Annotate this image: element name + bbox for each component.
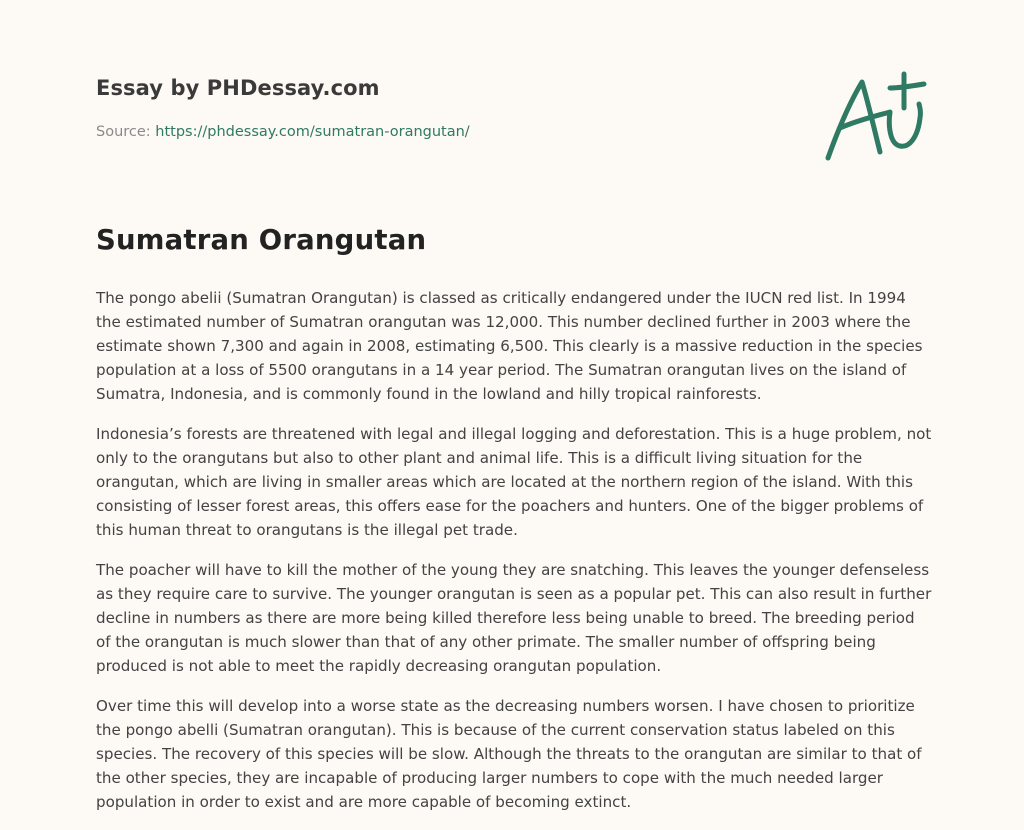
essay-paragraph: The poacher will have to kill the mother of the young they are snatching. This leaves the younger defenseless as they require care to survive. The younger orangutan is seen as a popular pet. This can also result in further decline in numbers as there are more being killed therefore less being unable to breed. The breeding period of the orangutan is much slower than that of any other primate. The smaller number of offspring being produced is not able to meet the rapidly decreasing orangutan population. bbox=[96, 561, 932, 675]
essay-paragraph: Over time this will develop into a worse state as the decreasing numbers worsen. I have chosen to prioritize the pongo abelli (Sumatran orangutan). This is because of the current conservation status labeled on this species. The recovery of this species will be slow. Although the threats to the orangutan are similar to that of the other species, they are incapable of producing larger numbers to cope with the much needed larger population in order to exist and are more capable of becoming extinct. bbox=[96, 697, 922, 811]
essay-title: Sumatran Orangutan bbox=[96, 224, 427, 256]
essay-paragraph: The pongo abelii (Sumatran Orangutan) is classed as critically endangered under the IUCN red list. In 1994 the estimated number of Sumatran orangutan was 12,000. This number declined further in 2003 where the estimate shown 7,300 and again in 2008, estimating 6,500. This clearly is a massive reduction in the species population at a loss of 5500 orangutans in a 14 year period. The Sumatran orangutan lives on the island of Sumatra, Indonesia, and is commonly found in the lowland and hilly tropical rainforests. bbox=[96, 289, 923, 403]
brand-title: Essay by PHDessay.com bbox=[96, 76, 380, 100]
source-link[interactable]: https://phdessay.com/sumatran-orangutan/ bbox=[155, 124, 470, 140]
a-plus-icon bbox=[824, 68, 928, 164]
essay-paragraph: Indonesia’s forests are threatened with legal and illegal logging and deforestation. This is a huge problem, not only to the orangutans but also to other plant and animal life. This is a difficult living situation for the orangutan, which are living in smaller areas which are located at the northern region of the island. With this consisting of lesser forest areas, this offers ease for the poachers and hunters. One of the bigger problems of this human threat to orangutans is the illegal pet trade. bbox=[96, 425, 932, 539]
source-label: Source: bbox=[96, 124, 156, 140]
source-line bbox=[96, 124, 470, 140]
essay-body bbox=[96, 286, 932, 830]
